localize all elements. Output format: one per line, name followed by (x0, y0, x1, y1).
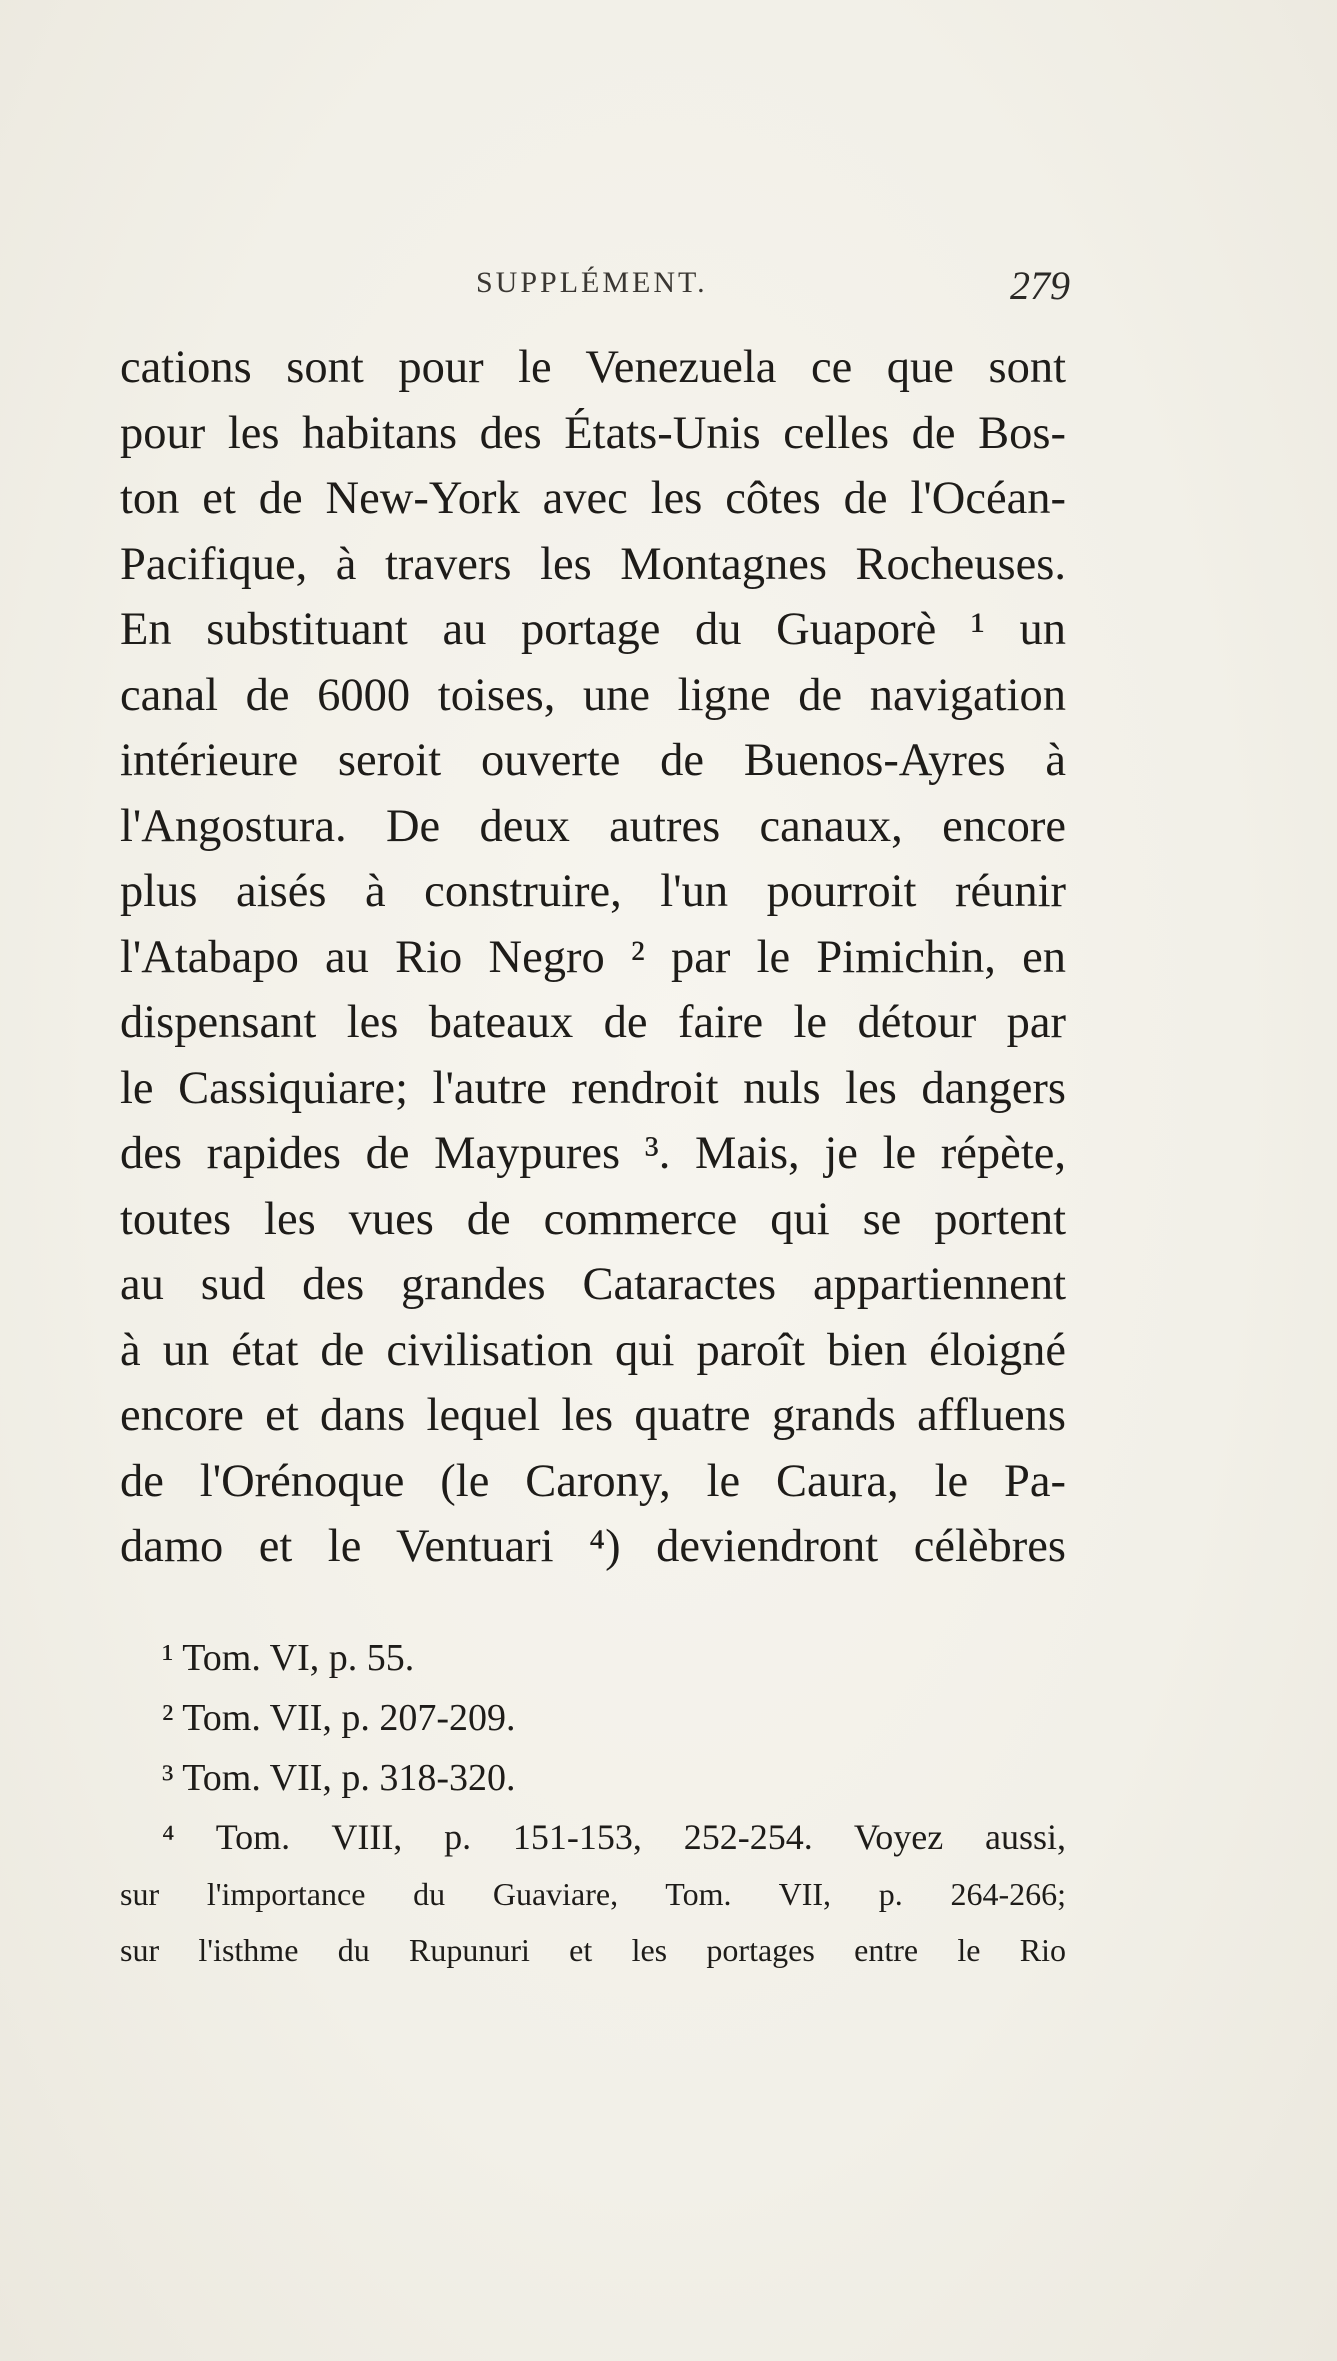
body-text (120, 335, 1066, 1580)
text-line: des rapides de Maypures ³. Mais, je le répète, (120, 1128, 1066, 1179)
text-line: l'Angostura. De deux autres canaux, encore (120, 800, 1066, 852)
text-line: de l'Orénoque (le Carony, le Caura, le Pa- (120, 1455, 1066, 1507)
text-line: cations sont pour le Venezuela ce que sont (120, 342, 1066, 393)
text-line: le Cassiquiare; l'autre rendroit nuls les dangers (120, 1062, 1066, 1114)
footnote-continuation: sur l'isthme du Rupunuri et les portages entre le Rio (120, 1932, 1066, 1968)
footnote: ² Tom. VII, p. 207-209. (162, 1697, 516, 1739)
text-line: Pacifique, à travers les Montagnes Rocheuses. (120, 538, 1066, 590)
text-line: canal de 6000 toises, une ligne de navigation (120, 669, 1066, 721)
text-line: ton et de New-York avec les côtes de l'Océan- (120, 473, 1066, 524)
text-line: En substituant au portage du Guaporè ¹ un (120, 604, 1066, 655)
text-line: à un état de civilisation qui paroît bien éloigné (120, 1324, 1066, 1376)
footnote-continuation: sur l'importance du Guaviare, Tom. VII, p. 264-266; (120, 1876, 1066, 1912)
text-line: intérieure seroit ouverte de Buenos-Ayres à (120, 735, 1066, 786)
footnotes (120, 1628, 1066, 1978)
text-line: damo et le Ventuari ⁴) deviendront célèbres (120, 1521, 1066, 1572)
text-line: plus aisés à construire, l'un pourroit réunir (120, 866, 1066, 917)
footnote: ⁴ Tom. VIII, p. 151-153, 252-254. Voyez aussi, (162, 1817, 1066, 1857)
text-line: toutes les vues de commerce qui se portent (120, 1193, 1066, 1245)
running-head: SUPPLÉMENT. (476, 266, 708, 299)
text-line: encore et dans lequel les quatre grands affluens (120, 1390, 1066, 1441)
text-line: l'Atabapo au Rio Negro ² par le Pimichin, en (120, 931, 1066, 983)
text-line: dispensant les bateaux de faire le détour par (120, 997, 1066, 1048)
page-header (118, 262, 1068, 312)
page-number: 279 (1010, 263, 1070, 308)
text-line: au sud des grandes Cataractes appartiennent (120, 1259, 1066, 1310)
text-line: pour les habitans des États-Unis celles de Bos- (120, 407, 1066, 459)
footnote: ¹ Tom. VI, p. 55. (162, 1637, 415, 1679)
footnote: ³ Tom. VII, p. 318-320. (162, 1757, 516, 1799)
